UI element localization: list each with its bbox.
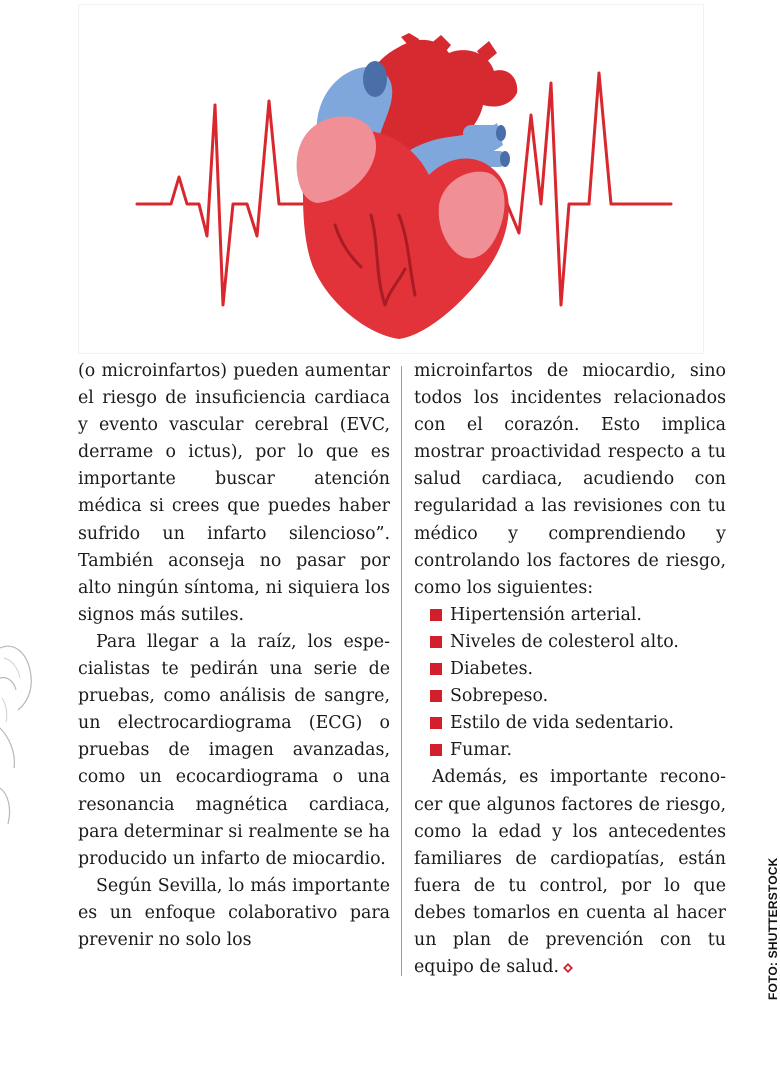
square-bullet-icon — [430, 609, 442, 621]
branch-opening-1 — [496, 125, 506, 141]
heart-illustration — [78, 4, 704, 354]
column-divider — [401, 366, 402, 976]
square-bullet-icon — [430, 636, 442, 648]
list-item-text: Sobrepeso. — [450, 686, 549, 707]
left-column — [78, 358, 390, 954]
square-bullet-icon — [430, 717, 442, 729]
vessel-opening — [363, 61, 387, 97]
right-paragraph-2 — [414, 764, 726, 981]
list-item-text: Diabetes. — [450, 659, 534, 680]
risk-factor-list — [414, 602, 726, 765]
partial-sketch-illustration — [0, 618, 40, 848]
branch-opening-2 — [500, 151, 510, 167]
list-item — [430, 602, 726, 629]
photo-credit: FOTO: SHUTTERSTOCK — [766, 857, 780, 1000]
square-bullet-icon — [430, 690, 442, 702]
list-item — [430, 710, 726, 737]
right-paragraph-1: microinfartos de miocardio, sino todos los incidentes relacionados con el corazón. Esto implica mostrar proactividad respecto a tu salud cardiaca, acudiendo con regularidad a las revisiones con tu médico y comprendiendo y controlando los factores de riesgo, como los siguientes: — [414, 361, 726, 598]
list-item — [430, 683, 726, 710]
diamond-end-mark-icon — [563, 963, 573, 973]
left-paragraph-2: Para llegar a la raíz, los especialistas te pedirán una serie de pruebas, como análisis de sangre, un electrocardiograma (ECG) o pruebas de imagen avanzadas, como un ecocardiograma o una resonancia magnética cardiaca, para determinar si realmente se ha producido un infarto de miocardio. — [78, 631, 390, 869]
list-item-text: Niveles de colesterol alto. — [450, 631, 679, 652]
square-bullet-icon — [430, 744, 442, 756]
right-paragraph-2-text: Además, es importante reconocer que algunos factores de riesgo, como la edad y los antecedentes familiares de cardiopatías, están fuera de tu control, por lo que debes tomarlos en cuenta al hacer un plan de prevención con tu equipo de salud. — [414, 767, 726, 978]
heart-ecg-icon — [79, 5, 703, 353]
list-item — [430, 656, 726, 683]
left-paragraph-3: Según Sevilla, lo más importante es un enfoque colaborativo para prevenir no solo los — [78, 875, 390, 950]
square-bullet-icon — [430, 663, 442, 675]
right-column — [414, 358, 726, 981]
list-item — [430, 737, 726, 764]
list-item-text: Estilo de vida sedentario. — [450, 713, 674, 734]
list-item-text: Hipertensión arterial. — [450, 604, 642, 625]
list-item-text: Fumar. — [450, 740, 513, 761]
list-item — [430, 629, 726, 656]
left-paragraph-1: (o microinfartos) pueden aumentar el riesgo de insuficiencia cardiaca y evento vascular cerebral (EVC, derrame o ictus), por lo que es importante buscar atención médica si crees que puedes haber sufrido un infarto silencioso”. También aconseja no pasar por alto ningún síntoma, ni siquiera los signos más sutiles. — [78, 361, 390, 625]
